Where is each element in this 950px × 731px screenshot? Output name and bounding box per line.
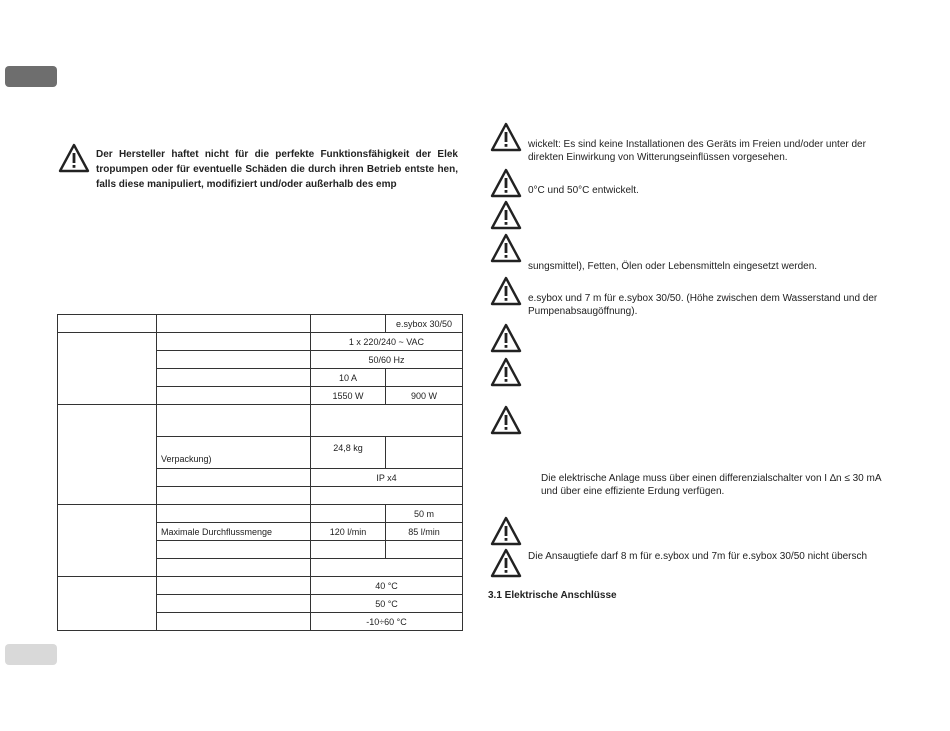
power-value: 900 W bbox=[386, 387, 463, 405]
model-header: e.sybox 30/50 bbox=[386, 315, 463, 333]
warning-icon bbox=[490, 200, 522, 230]
technical-specs-table bbox=[57, 314, 463, 631]
suction-height-note: e.sybox und 7 m für e.sybox 30/50. (Höhe zwischen dem Wasserstand und der Pumpenabsaugöffnung). bbox=[528, 293, 878, 317]
page-tab-marker bbox=[5, 66, 57, 87]
temperature-value: -10÷60 °C bbox=[311, 613, 463, 631]
warning-icon bbox=[490, 276, 522, 306]
protection-value: IP x4 bbox=[311, 469, 463, 487]
table-row bbox=[58, 577, 463, 595]
max-flow-label: Maximale Durchflussmenge bbox=[157, 523, 311, 541]
liquid-restriction-note: sungsmittel), Fetten, Ölen oder Lebensmitteln eingesetzt werden. bbox=[528, 261, 818, 272]
manufacturer-liability-warning: Der Hersteller haftet nicht für die perfekte Funktionsfähigkeit der Elek tropumpen oder für eventuelle Schäden die durch ihren Betrieb entste hen, falls diese manipuliert, modifiziert und/oder außerhalb des emp bbox=[96, 149, 458, 190]
voltage-value: 1 x 220/240 ~ VAC bbox=[311, 333, 463, 351]
max-flow-value: 85 l/min bbox=[386, 523, 463, 541]
warning-icon bbox=[490, 122, 522, 152]
warning-icon bbox=[490, 405, 522, 435]
current-value: 10 A bbox=[311, 369, 386, 387]
table-row bbox=[58, 405, 463, 437]
temperature-value: 40 °C bbox=[311, 577, 463, 595]
warning-icon bbox=[490, 323, 522, 353]
warning-icon bbox=[490, 516, 522, 546]
page-tab-marker-bottom bbox=[5, 644, 57, 665]
outdoor-installation-note: wickelt: Es sind keine Installationen des Geräts im Freien und/oder unter der direkten Einwirkung von Witterungseinflüssen vorgesehen. bbox=[528, 139, 866, 163]
table-row bbox=[58, 315, 463, 333]
section-heading: 3.1 Elektrische Anschlüsse bbox=[488, 590, 617, 601]
warning-icon bbox=[490, 357, 522, 387]
table-row bbox=[58, 505, 463, 523]
head-value: 50 m bbox=[386, 505, 463, 523]
suction-depth-note: Die Ansaugtiefe darf 8 m für e.sybox und 7m für e.sybox 30/50 nicht übersch bbox=[528, 551, 868, 562]
warning-icon bbox=[490, 548, 522, 578]
power-value: 1550 W bbox=[311, 387, 386, 405]
weight-value: 24,8 kg bbox=[311, 437, 386, 469]
max-flow-value: 120 l/min bbox=[311, 523, 386, 541]
electrical-installation-note: Die elektrische Anlage muss über einen differenzialschalter von I ∆n ≤ 30 mA und über eine effiziente Erdung verfügen. bbox=[541, 473, 881, 497]
temperature-value: 50 °C bbox=[311, 595, 463, 613]
table-row bbox=[58, 333, 463, 351]
warning-icon bbox=[58, 143, 90, 173]
warning-icon bbox=[490, 233, 522, 263]
frequency-value: 50/60 Hz bbox=[311, 351, 463, 369]
warning-icon bbox=[490, 168, 522, 198]
temperature-range-note: 0°C und 50°C entwickelt. bbox=[528, 185, 639, 196]
weight-label: Verpackung) bbox=[157, 437, 311, 469]
